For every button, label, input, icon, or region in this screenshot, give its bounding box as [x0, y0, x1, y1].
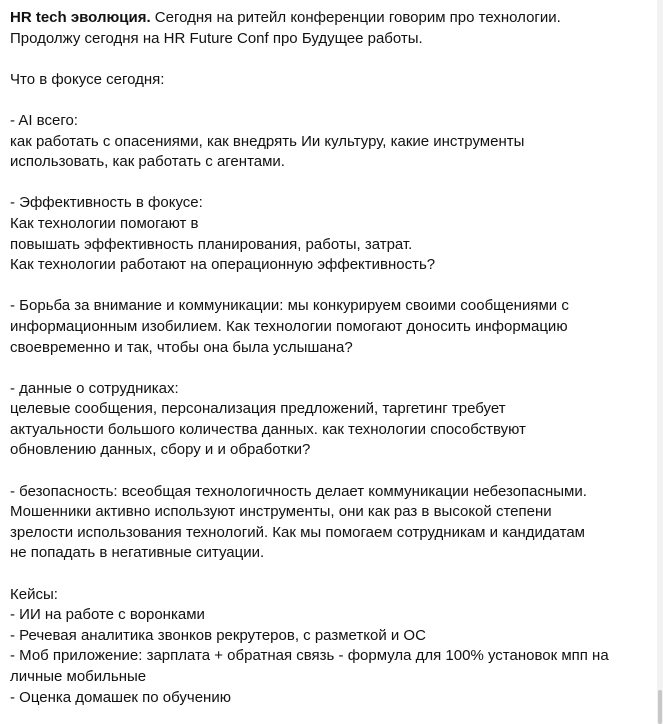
message-line: - Оценка домашек по обучению — [10, 688, 231, 706]
message-line: информационным изобилием. Как технологии помогают доносить информацию — [10, 317, 568, 335]
scrollbar-track[interactable] — [657, 0, 663, 724]
message-line: Кейсы: — [10, 585, 58, 603]
message-line: Как технологии помогают в — [10, 214, 199, 232]
message-line: Как технологии работают на операционную эффективность? — [10, 256, 436, 274]
message-title: HR tech эволюция. — [10, 9, 151, 26]
message-line: не попадать в негативные ситуации. — [10, 544, 265, 562]
message-line — [10, 276, 663, 297]
message-line — [10, 173, 663, 194]
message-text[interactable] — [10, 8, 663, 708]
message-body — [10, 29, 663, 709]
message-line — [10, 358, 663, 379]
message-line: - данные о сотрудниках: — [10, 379, 179, 397]
message-line — [10, 49, 663, 70]
message-line: как работать с опасениями, как внедрять Ии культуру, какие инструменты — [10, 132, 525, 150]
message-line: зрелости использования технологий. Как мы помогаем сотрудникам и кандидатам — [10, 523, 585, 541]
message-line — [10, 90, 663, 111]
message-first-line — [10, 8, 663, 29]
message-line: Продолжу сегодня на HR Future Conf про Будущее работы. — [10, 29, 423, 47]
message-line: Что в фокусе сегодня: — [10, 70, 165, 88]
message-line: - Борьба за внимание и коммуникации: мы конкурируем своими сообщениями с — [10, 297, 569, 315]
message-line: личные мобильные — [10, 668, 147, 685]
message-line: - безопасность: всеобщая технологичность делает коммуникации небезопасными. — [10, 482, 587, 500]
message-line: актуальности большого количества данных. как технологии способствуют — [10, 420, 526, 438]
message-line: обновлению данных, сбору и и обработки? — [10, 441, 311, 459]
message-line: - Моб приложение: зарплата + обратная связь - формула для 100% установок мпп на — [10, 647, 609, 665]
message-line: своевременно и так, чтобы она была услышана? — [10, 338, 353, 356]
message-line: использовать, как работать с агентами. — [10, 153, 285, 171]
message-line: - Речевая аналитика звонков рекрутеров, с разметкой и ОС — [10, 626, 426, 644]
message-line: - Эффективность в фокусе: — [10, 194, 203, 212]
message-line: - AI всего: — [10, 111, 78, 129]
message-line: - ИИ на работе с воронками — [10, 606, 205, 624]
message-lead: Сегодня на ритейл конференции говорим про технологии. — [150, 9, 561, 26]
message-line — [10, 564, 663, 585]
scrollbar-thumb[interactable] — [658, 690, 662, 724]
message-line: Мошенники активно используют инструменты, они как раз в высокой степени — [10, 503, 552, 521]
message-line — [10, 461, 663, 482]
message-line: целевые сообщения, персонализация предложений, таргетинг требует — [10, 400, 506, 418]
message-line: повышать эффективность планирования, работы, затрат. — [10, 235, 413, 253]
